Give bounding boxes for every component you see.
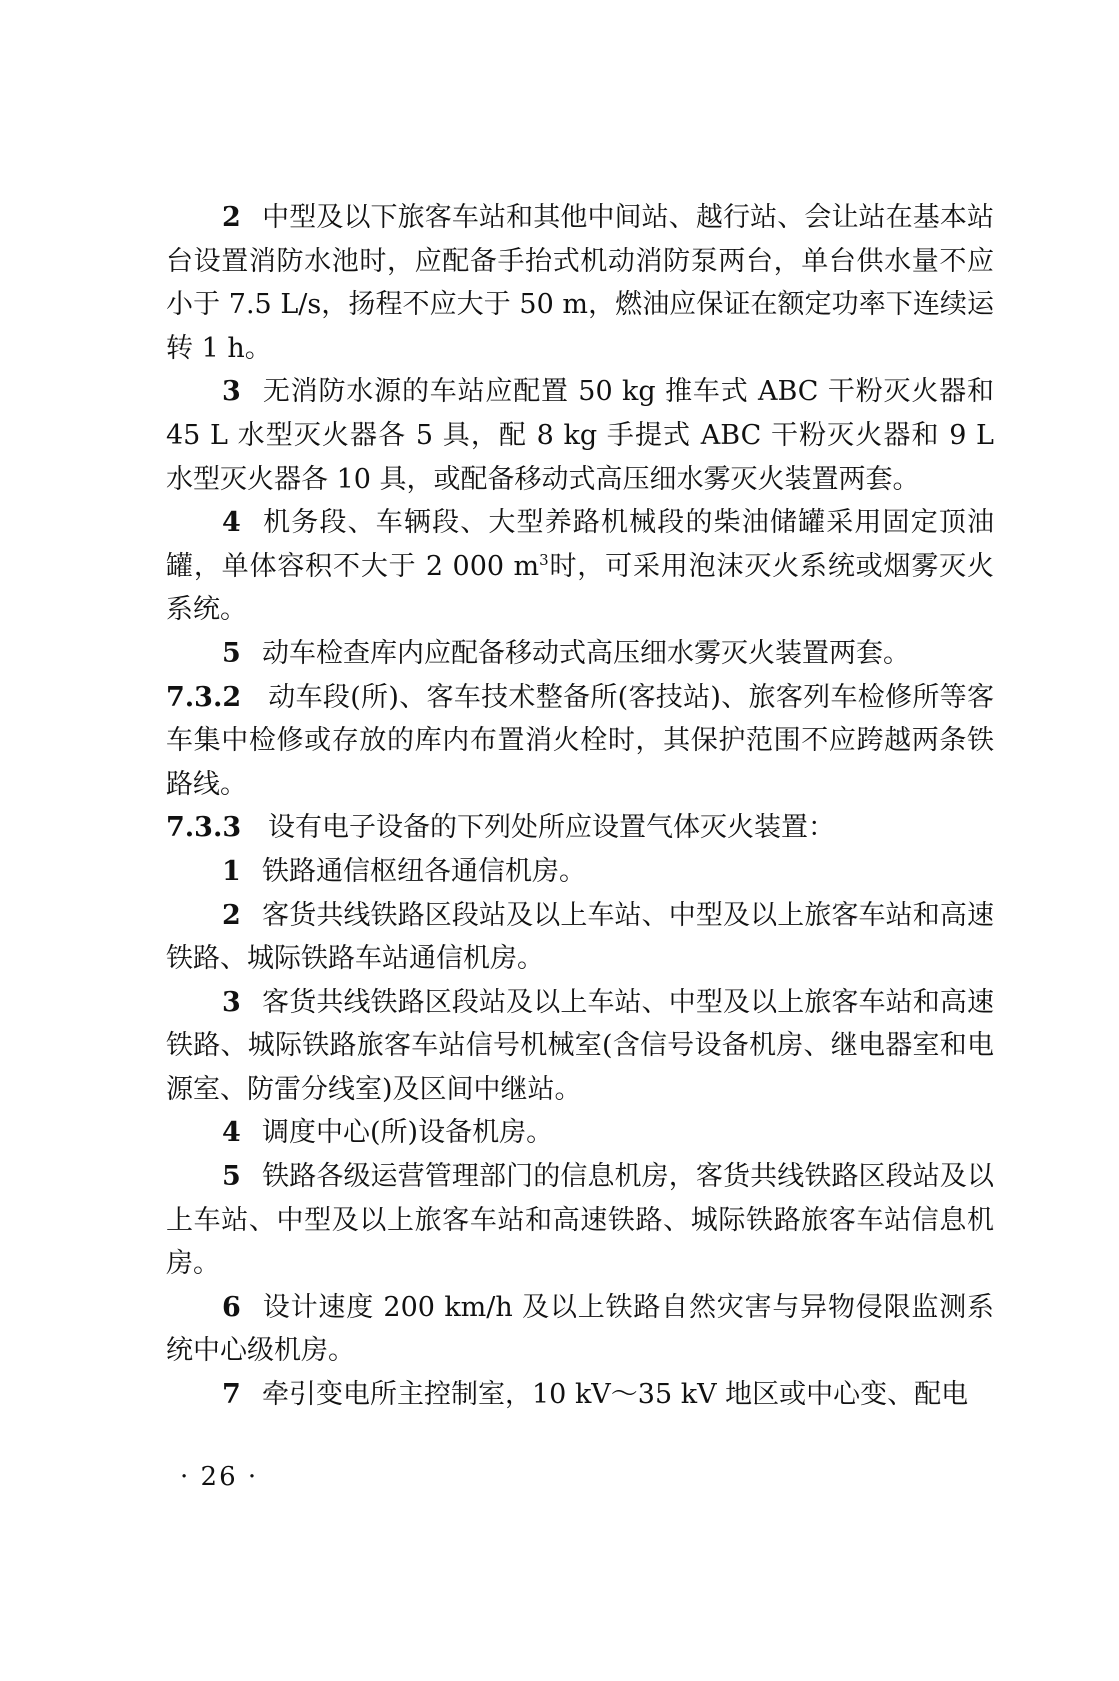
item-number: 1 [222, 855, 241, 887]
item-text: 设计速度 200 km/h 及以上铁路自然灾害与异物侵限监测系统中心级机房。 [166, 1291, 994, 1367]
clause-7-3-3 [166, 806, 994, 850]
clause-7-3-2 [166, 676, 994, 807]
item-number: 2 [222, 202, 241, 233]
item-text: 牵引变电所主控制室，10 kV～35 kV 地区或中心变、配电 [262, 1379, 969, 1411]
item-number: 4 [222, 507, 241, 539]
item-number: 6 [222, 1291, 241, 1323]
sub-item-1 [166, 850, 994, 894]
item-number: 5 [222, 1161, 241, 1193]
clause-text: 设有电子设备的下列处所应设置气体灭火装置： [268, 812, 835, 844]
page-number: · 26 · [180, 1462, 259, 1492]
sub-item-4 [166, 1111, 994, 1155]
item-text: 铁路各级运营管理部门的信息机房，客货共线铁路区段站及以上车站、中型及以上旅客车站和高速铁路、城际铁路旅客车站信息机房。 [166, 1161, 994, 1280]
item-text-before: 机务段、车辆段、大型养路机械段的柴油储罐采用固定顶油罐，单体容积不大于 2 000 m [166, 507, 994, 582]
item-text: 铁路通信枢纽各通信机房。 [262, 855, 586, 887]
item-number: 4 [222, 1117, 241, 1149]
superscript-3: 3 [539, 550, 549, 569]
item-text: 中型及以下旅客车站和其他中间站、越行站、会让站在基本站台设置消防水池时，应配备手抬式机动消防泵两台，单台供水量不应小于 7.5 L/s，扬程不应大于 50 m，燃油应保证在额定功率下连续运转 1 h。 [166, 202, 994, 364]
body-text [166, 196, 994, 1417]
sub-item-6 [166, 1286, 994, 1373]
list-item-5 [166, 632, 994, 676]
item-number: 3 [222, 986, 241, 1018]
sub-item-3 [166, 981, 994, 1112]
sub-item-2 [166, 894, 994, 981]
item-number: 7 [222, 1379, 241, 1411]
list-item-3 [166, 370, 994, 501]
item-text: 无消防水源的车站应配置 50 kg 推车式 ABC 干粉灭火器和 45 L 水型灭火器各 5 具，配 8 kg 手提式 ABC 干粉灭火器和 9 L 水型灭火器各 10 具，或配备移动式高压细水雾灭火装置两套。 [166, 376, 994, 495]
clause-number: 7.3.3 [166, 812, 242, 844]
item-number: 2 [222, 899, 241, 931]
item-number: 3 [222, 376, 241, 408]
list-item-4 [166, 501, 994, 632]
item-text-after: 时，可采用泡沫灭火系统或烟雾灭火系统。 [166, 550, 994, 626]
item-text: 动车检查库内应配备移动式高压细水雾灭火装置两套。 [262, 637, 910, 669]
sub-item-5 [166, 1155, 994, 1286]
sub-item-7 [166, 1373, 994, 1417]
item-text: 客货共线铁路区段站及以上车站、中型及以上旅客车站和高速铁路、城际铁路车站通信机房。 [166, 899, 994, 975]
item-text: 客货共线铁路区段站及以上车站、中型及以上旅客车站和高速铁路、城际铁路旅客车站信号机械室(含信号设备机房、继电器室和电源室、防雷分线室)及区间中继站。 [166, 986, 994, 1105]
item-text: 调度中心(所)设备机房。 [262, 1117, 554, 1149]
list-item-2 [166, 196, 994, 370]
item-number: 5 [222, 637, 241, 669]
clause-number: 7.3.2 [166, 681, 242, 713]
clause-text: 动车段(所)、客车技术整备所(客技站)、旅客列车检修所等客车集中检修或存放的库内布置消火栓时，其保护范围不应跨越两条铁路线。 [166, 681, 994, 800]
